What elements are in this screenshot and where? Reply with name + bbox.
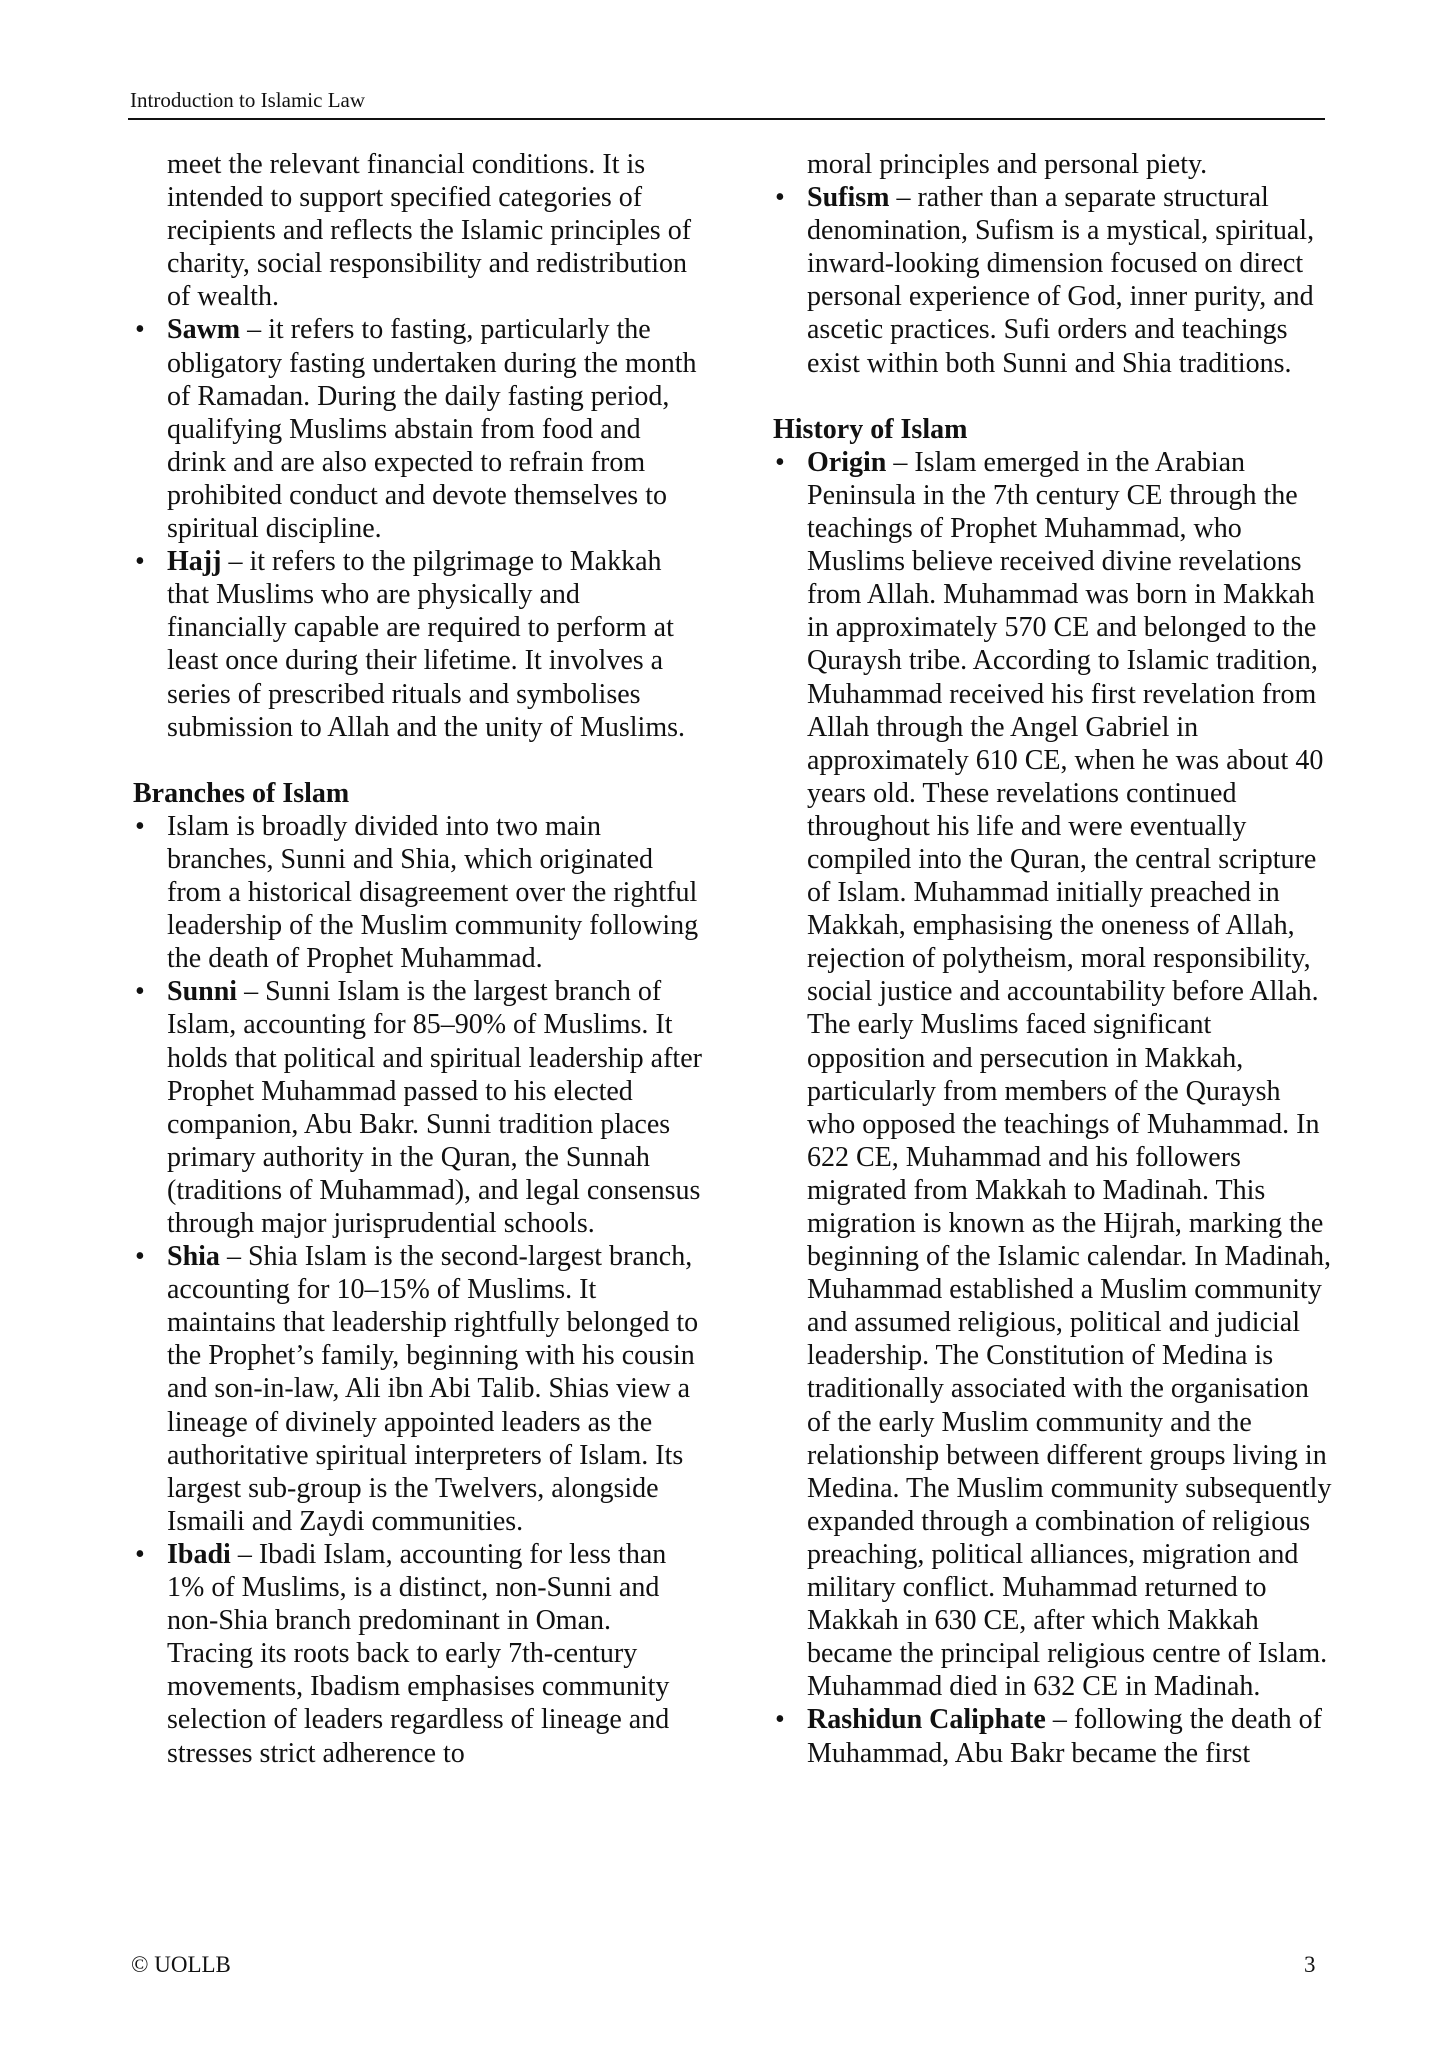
shia-text: – Shia Islam is the second-largest branch, accounting for 10–15% of Muslims. It maintains that leadership rightfully belonged to the Prophet’s family, beginning with his cousin and son-in-law, Ali ibn Abi Talib. Shias view a lineage of divinely appointed leaders as the authoritative spiritual interpreters of Islam. Its largest sub-group is the Twelvers, alongside Ismaili and Zaydi communities. [167,1241,699,1537]
left-column [133,148,703,1770]
footer-copyright: © UOLLB [131,1952,231,1977]
list-item-sawm [133,313,703,545]
heading-branches-of-islam: Branches of Islam [133,777,350,809]
bullet-icon: • [775,182,785,214]
running-head: Introduction to Islamic Law [130,88,366,112]
list-item-rashidun-caliphate [773,1703,1333,1769]
origin-text: – Islam emerged in the Arabian Peninsula in the 7th century CE through the teachings of Prophet Muhammad, who Muslims believe received divine revelations from Allah. Muhammad was born in Makkah in approximately 570 CE and belonged to the Quraysh tribe. According to Islamic tradition, Muhammad received his first revelation from Allah through the Angel Gabriel in approximately 610 CE, when he was about 40 years old. These revelations continued throughout his life and were eventually compiled into the Quran, the central scripture of Islam. Muhammad initially preached in Makkah, emphasising the oneness of Allah, rejection of polytheism, moral responsibility, social justice and accountability before Allah. The early Muslims faced significant opposition and persecution in Makkah, particularly from members of the Quraysh who opposed the teachings of Muhammad. In 622 CE, Muhammad and his followers migrated from Makkah to Madinah. This migration is known as the Hijrah, marking the beginning of the Islamic calendar. In Madinah, Muhammad established a Muslim community and assumed religious, political and judicial leadership. The Constitution of Medina is traditionally associated with the organisation of the early Muslim community and the relationship between different groups living in Medina. The Muslim community subsequently expanded through a combination of religious preaching, political alliances, migration and military conflict. Muhammad returned to Makkah in 630 CE, after which Makkah became the principal religious centre of Islam. Muhammad died in 632 CE in Madinah. [807,446,1332,1703]
term-origin: Origin [807,446,887,478]
bullet-icon: • [135,1538,145,1570]
term-sufism: Sufism [807,182,890,214]
bullet-icon: • [135,976,145,1008]
bullet-icon: • [775,1704,785,1736]
term-hajj: Hajj [167,546,222,578]
heading-history-of-islam: History of Islam [773,413,968,445]
list-item-shia [133,1240,703,1538]
hajj-text: – it refers to the pilgrimage to Makkah that Muslims who are physically and financially capable are required to perform at least once during their lifetime. It involves a series of prescribed rituals and symbolises submission to Allah and the unity of Muslims. [167,546,686,743]
term-ibadi: Ibadi [167,1538,231,1570]
branches-intro-text: Islam is broadly divided into two main branches, Sunni and Shia, which originated from a historical disagreement over the rightful leadership of the Muslim community following the death of Prophet Muhammad. [167,810,699,975]
zakat-continuation: meet the relevant financial conditions. It is intended to support specified categories of recipients and reflects the Islamic principles of charity, social responsibility and redistribution of wealth. [167,149,692,313]
list-item-branches-intro [133,810,703,975]
term-sawm: Sawm [167,314,241,346]
sufism-text: – rather than a separate structural denomination, Sufism is a mystical, spiritual, inward-looking dimension focused on direct personal experience of God, inner purity, and ascetic practices. Sufi orders and teachings exist within both Sunni and Shia traditions. [807,182,1315,379]
ibadi-continuation: moral principles and personal piety. [807,149,1208,180]
list-item-ibadi [133,1538,703,1770]
list-item-sufism [773,181,1333,380]
term-sunni: Sunni [167,976,238,1008]
list-item-origin [773,446,1333,1704]
bullet-icon: • [775,446,785,478]
term-shia: Shia [167,1241,220,1273]
list-item-sunni [133,975,703,1240]
bullet-icon: • [135,314,145,346]
sawm-text: – it refers to fasting, particularly the obligatory fasting undertaken during the month of Ramadan. During the daily fasting period, qualifying Muslims abstain from food and drink and are also expected to refrain from prohibited conduct and devote themselves to spiritual discipline. [167,314,697,545]
bullet-icon: • [135,1241,145,1273]
right-column [773,148,1333,1770]
bullet-icon: • [135,546,145,578]
sunni-text: – Sunni Islam is the largest branch of Islam, accounting for 85–90% of Muslims. It holds that political and spiritual leadership after Prophet Muhammad passed to his elected companion, Abu Bakr. Sunni tradition places primary authority in the Quran, the Sunnah (traditions of Muhammad), and legal consensus through major jurisprudential schools. [167,976,702,1239]
list-item-hajj [133,545,703,744]
ibadi-text: – Ibadi Islam, accounting for less than 1% of Muslims, is a distinct, non-Sunni and non-Shia branch predominant in Oman. Tracing its roots back to early 7th-century movements, Ibadism emphasises community selection of leaders regardless of lineage and stresses strict adherence to [167,1538,670,1769]
header-rule [128,118,1325,120]
rashidun-caliphate-text: – following the death of Muhammad, Abu Bakr became the first [807,1704,1322,1769]
page-number: 3 [1304,1952,1316,1977]
term-rashidun-caliphate: Rashidun Caliphate [807,1704,1046,1736]
bullet-icon: • [135,810,145,842]
